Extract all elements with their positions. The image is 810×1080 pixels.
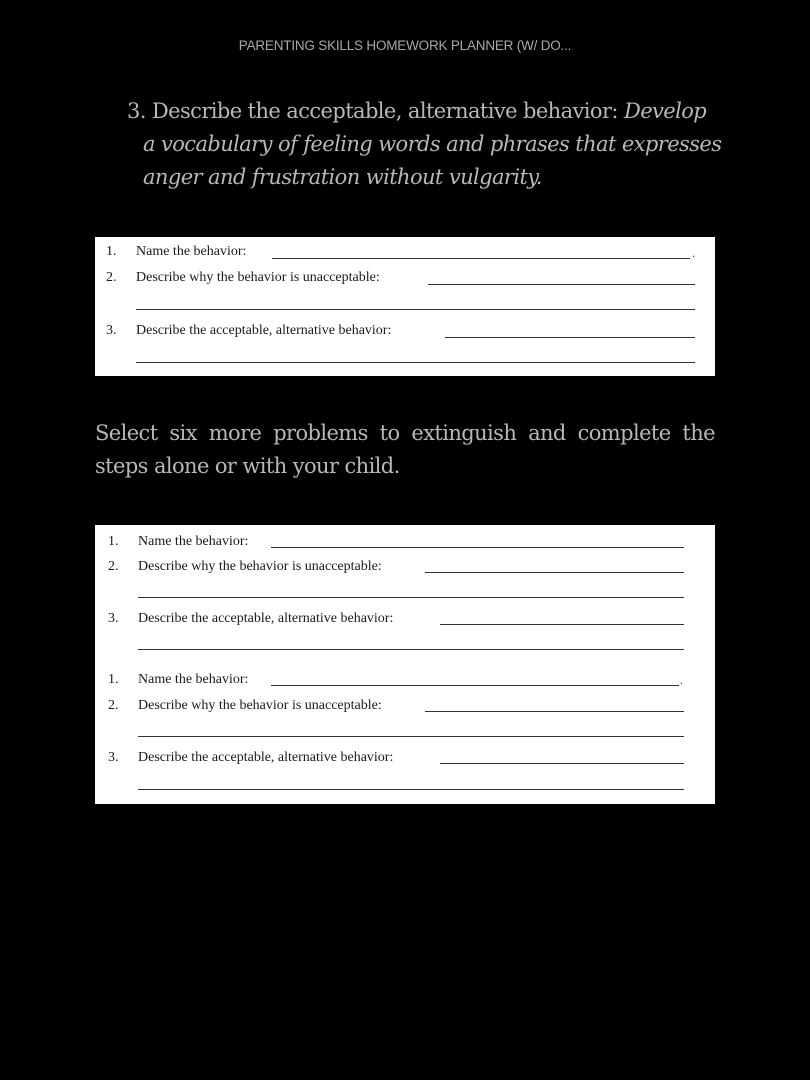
item-label: Describe the acceptable, alternative behavior: bbox=[138, 611, 394, 626]
item-label: Name the behavior: bbox=[138, 672, 249, 687]
item-label: Describe why the behavior is unacceptable: bbox=[138, 698, 382, 713]
intro-italic-3: anger and frustration without vulgarity. bbox=[143, 165, 542, 189]
intro-number: 3. bbox=[127, 99, 146, 123]
worksheet-row-alternative bbox=[95, 750, 715, 768]
worksheet-row-alternative bbox=[95, 611, 715, 629]
item-number: 3. bbox=[106, 323, 117, 338]
worksheet-row-name bbox=[95, 244, 715, 262]
intro-step-3 bbox=[127, 95, 727, 194]
item-number: 1. bbox=[108, 672, 119, 687]
item-number: 2. bbox=[108, 698, 119, 713]
worksheet-row-alternative bbox=[95, 323, 715, 341]
item-number: 2. bbox=[108, 559, 119, 574]
item-label: Describe why the behavior is unacceptable: bbox=[136, 270, 380, 285]
answer-line[interactable] bbox=[445, 337, 695, 338]
answer-line[interactable] bbox=[136, 309, 695, 310]
answer-line[interactable] bbox=[440, 624, 684, 625]
item-label: Describe the acceptable, alternative behavior: bbox=[136, 323, 392, 338]
instruction-text: Select six more problems to extinguish and complete the steps alone or with your child. bbox=[95, 421, 715, 478]
item-number: 1. bbox=[108, 534, 119, 549]
answer-line[interactable] bbox=[271, 685, 679, 686]
worksheet-row-why bbox=[95, 559, 715, 577]
period-mark: . bbox=[680, 673, 683, 687]
worksheet-row-name bbox=[95, 534, 715, 552]
item-label: Describe the acceptable, alternative behavior: bbox=[138, 750, 394, 765]
book-title: PARENTING SKILLS HOMEWORK PLANNER (W/ DO... bbox=[238, 38, 572, 53]
answer-line[interactable] bbox=[271, 547, 684, 548]
answer-line[interactable] bbox=[440, 763, 684, 764]
item-number: 2. bbox=[106, 270, 117, 285]
answer-line[interactable] bbox=[138, 789, 684, 790]
item-label: Describe why the behavior is unacceptable: bbox=[138, 559, 382, 574]
period-mark: . bbox=[692, 246, 695, 260]
worksheet-row-why bbox=[95, 270, 715, 288]
worksheet-row-why bbox=[95, 698, 715, 716]
worksheet-row-name bbox=[95, 672, 715, 690]
item-number: 3. bbox=[108, 611, 119, 626]
intro-italic-1: Develop bbox=[623, 99, 707, 123]
answer-line[interactable] bbox=[272, 258, 690, 259]
item-label: Name the behavior: bbox=[138, 534, 249, 549]
item-label: Name the behavior: bbox=[136, 244, 247, 259]
item-number: 3. bbox=[108, 750, 119, 765]
answer-line[interactable] bbox=[136, 362, 695, 363]
answer-line[interactable] bbox=[138, 736, 684, 737]
intro-italic-2: a vocabulary of feeling words and phrases that expresses bbox=[143, 132, 722, 156]
answer-line[interactable] bbox=[138, 597, 684, 598]
answer-line[interactable] bbox=[425, 711, 684, 712]
worksheet-panel-1 bbox=[95, 237, 715, 376]
worksheet-panel-2 bbox=[95, 525, 715, 804]
intro-label: Describe the acceptable, alternative behavior: bbox=[151, 99, 618, 123]
answer-line[interactable] bbox=[428, 284, 695, 285]
item-number: 1. bbox=[106, 244, 117, 259]
answer-line[interactable] bbox=[138, 649, 684, 650]
answer-line[interactable] bbox=[425, 572, 684, 573]
